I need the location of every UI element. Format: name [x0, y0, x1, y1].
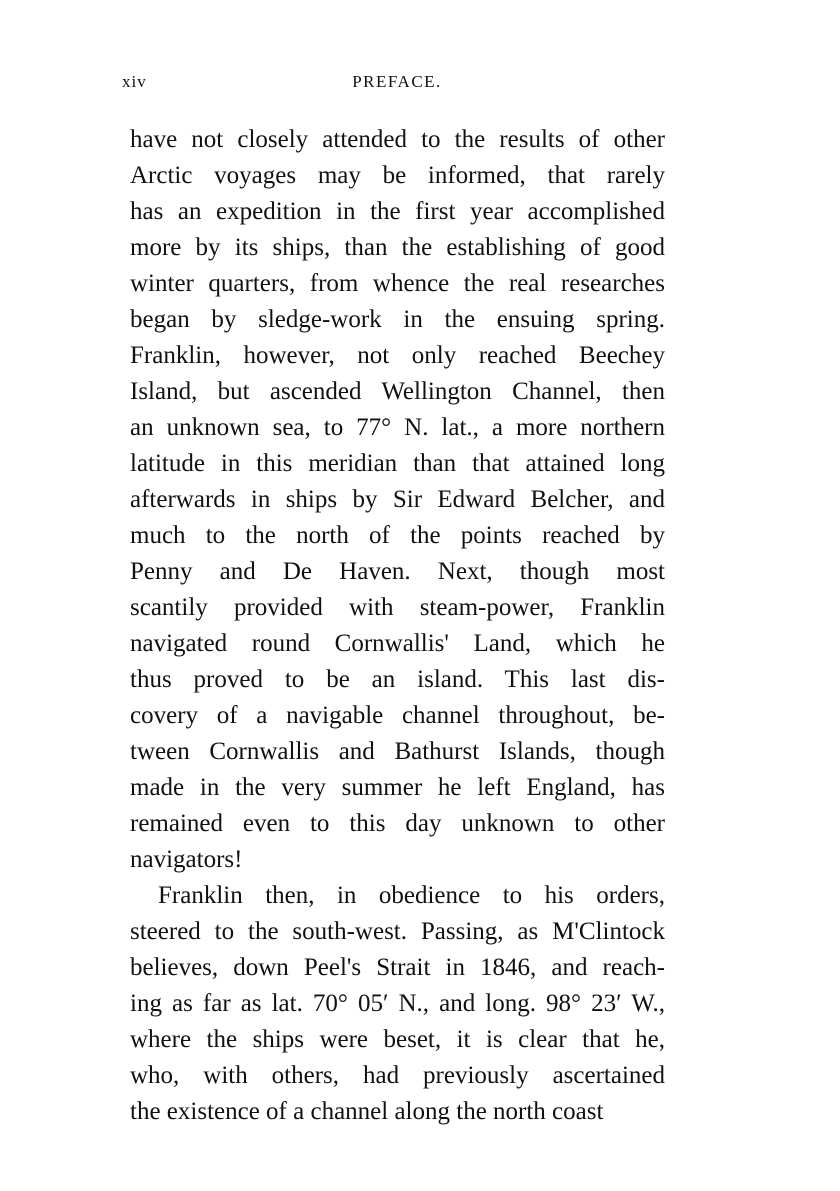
paragraph-container	[130, 122, 665, 1130]
text-line: much to the north of the points reached by	[130, 522, 665, 549]
text-line: tween Cornwallis and Bathurst Islands, though	[130, 738, 665, 765]
text-line: made in the very summer he left England, has	[130, 774, 665, 801]
page-number: xiv	[122, 72, 147, 91]
paragraph	[130, 878, 665, 1130]
text-line: the existence of a channel along the north coast	[130, 1098, 604, 1125]
text-line: winter quarters, from whence the real researches	[130, 270, 665, 297]
text-line: navigated round Cornwallis' Land, which he	[130, 630, 665, 657]
text-line: Island, but ascended Wellington Channel, then	[130, 378, 665, 405]
text-line: have not closely attended to the results of other	[130, 126, 665, 153]
text-line: Arctic voyages may be informed, that rarely	[130, 162, 665, 189]
text-line: has an expedition in the first year accomplished	[130, 198, 665, 225]
text-line: believes, down Peel's Strait in 1846, and reach-	[130, 954, 665, 981]
text-line: afterwards in ships by Sir Edward Belcher, and	[130, 486, 665, 513]
text-line: navigators!	[130, 846, 243, 873]
paragraph	[130, 122, 665, 878]
text-line: Penny and De Haven. Next, though most	[130, 558, 665, 585]
text-line: where the ships were beset, it is clear that he,	[130, 1026, 665, 1053]
text-line: Franklin then, in obedience to his orders,	[158, 882, 665, 909]
text-line: Franklin, however, not only reached Beechey	[130, 342, 665, 369]
text-line: an unknown sea, to 77° N. lat., a more northern	[130, 414, 665, 441]
text-line: remained even to this day unknown to other	[130, 810, 665, 837]
running-head	[122, 72, 664, 96]
running-title: PREFACE.	[352, 72, 442, 91]
text-line: steered to the south-west. Passing, as M'Clintock	[130, 918, 665, 945]
text-line: scantily provided with steam-power, Franklin	[130, 594, 665, 621]
text-line: latitude in this meridian than that attained long	[130, 450, 665, 477]
text-line: ing as far as lat. 70° 05′ N., and long. 98° 23′ W.,	[130, 990, 665, 1017]
text-line: more by its ships, than the establishing of good	[130, 234, 665, 261]
text-line: who, with others, had previously ascertained	[130, 1062, 665, 1089]
text-line: thus proved to be an island. This last dis-	[130, 666, 665, 693]
text-line: began by sledge-work in the ensuing spring.	[130, 306, 665, 333]
text-line: covery of a navigable channel throughout, be-	[130, 702, 665, 729]
body-text	[130, 122, 665, 1130]
